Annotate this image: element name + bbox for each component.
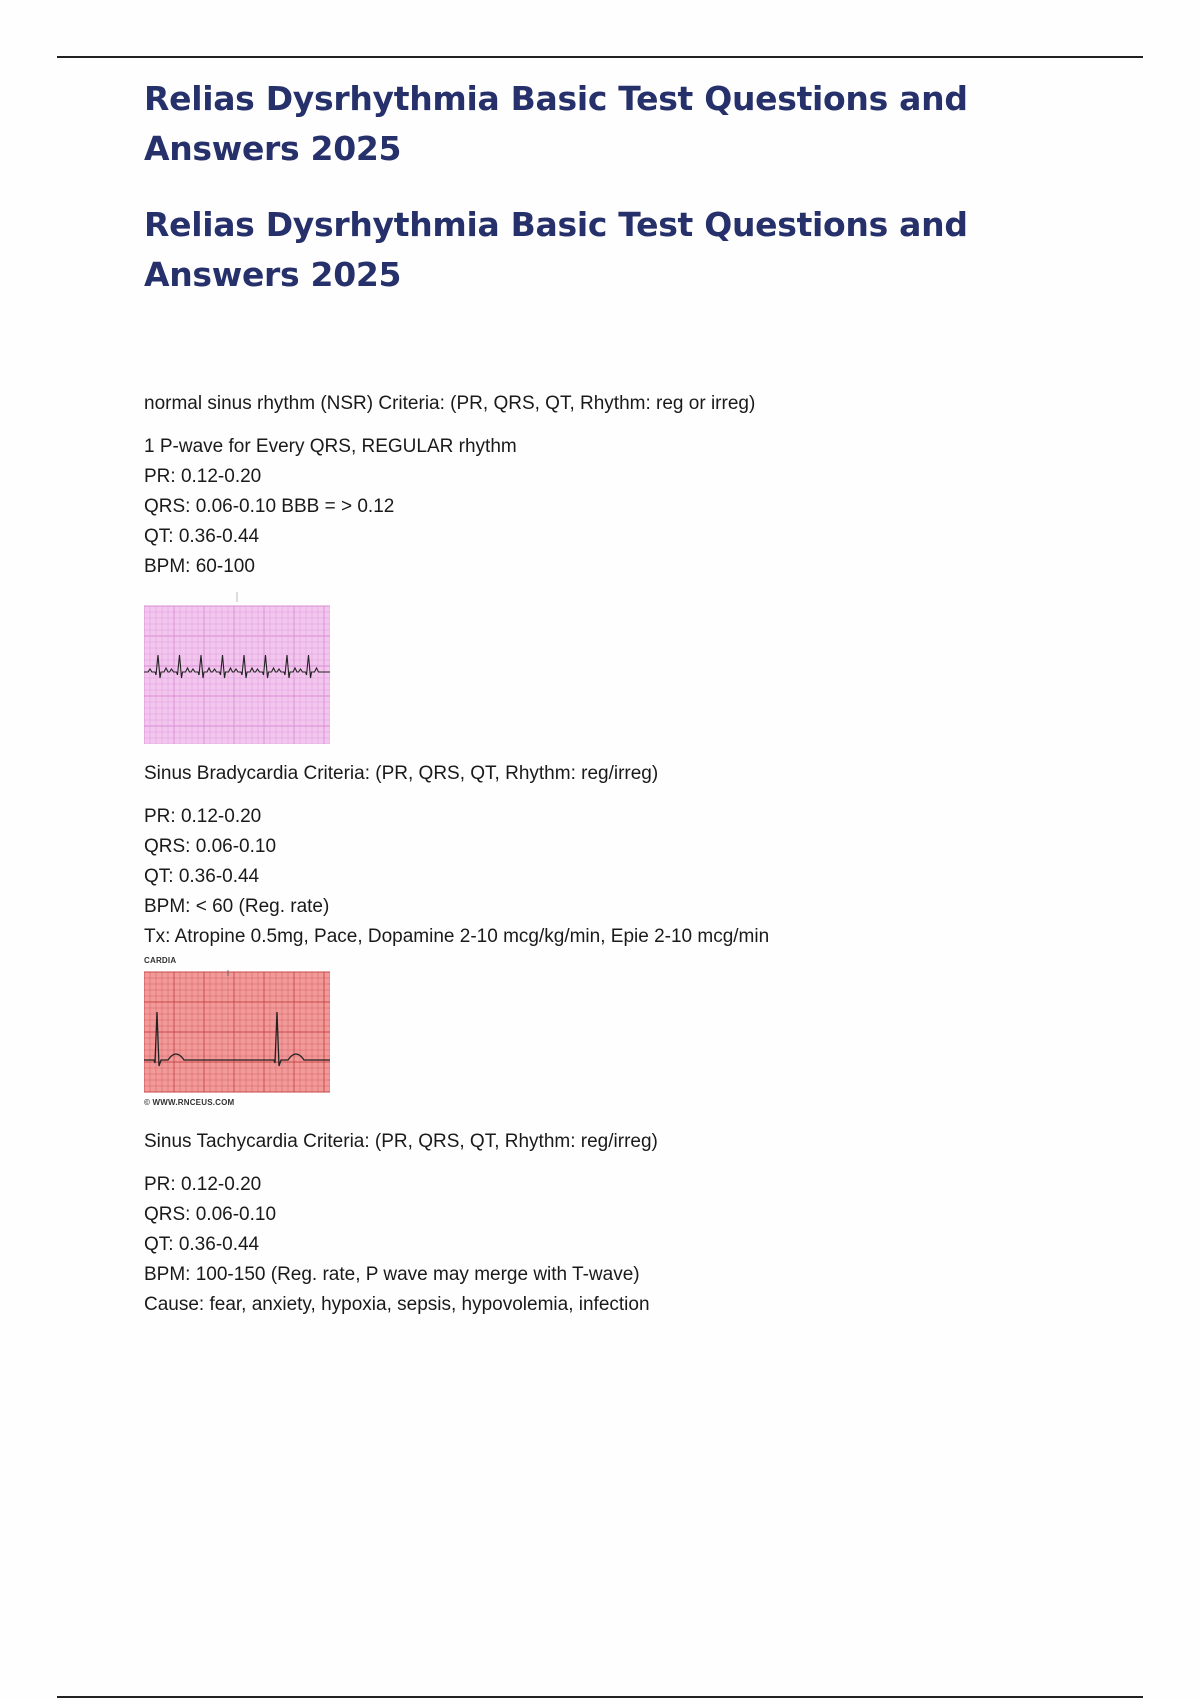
section-heading: Sinus Bradycardia Criteria: (PR, QRS, QT, Rhythm: reg/irreg) [144, 763, 659, 784]
criteria-line: QRS: 0.06-0.10 [144, 1204, 277, 1225]
ecg-top-label: CARDIA [144, 956, 177, 965]
criteria-line: QT: 0.36-0.44 [144, 1234, 260, 1255]
document-title: Relias Dysrhythmia Basic Test Questions and Answers 2025 [144, 79, 968, 168]
section-heading: Sinus Tachycardia Criteria: (PR, QRS, QT, Rhythm: reg/irreg) [144, 1131, 658, 1152]
bottom-rule [57, 1696, 1143, 1698]
ecg-grid-background [144, 606, 330, 744]
criteria-line: 1 P-wave for Every QRS, REGULAR rhythm [144, 436, 517, 457]
criteria-list [144, 1170, 1104, 1320]
document-title-repeat: Relias Dysrhythmia Basic Test Questions and Answers 2025 [144, 205, 968, 294]
criteria-line: QT: 0.36-0.44 [144, 866, 260, 887]
bradycardia-ecg-strip [144, 970, 330, 1094]
criteria-line: Cause: fear, anxiety, hypoxia, sepsis, hypovolemia, infection [144, 1294, 650, 1315]
top-rule [57, 56, 1143, 58]
section-nsr [144, 390, 1104, 744]
criteria-list [144, 802, 1104, 952]
section-sinus-bradycardia [144, 760, 1104, 1108]
criteria-line: PR: 0.12-0.20 [144, 806, 262, 827]
criteria-line: PR: 0.12-0.20 [144, 1174, 262, 1195]
criteria-line: QRS: 0.06-0.10 BBB = > 0.12 [144, 496, 395, 517]
section-sinus-tachycardia [144, 1128, 1104, 1320]
criteria-line: QRS: 0.06-0.10 [144, 836, 277, 857]
ecg-caption: © WWW.RNCEUS.COM [144, 1098, 235, 1107]
criteria-list [144, 432, 1104, 582]
nsr-ecg-strip [144, 592, 330, 744]
title-block [144, 74, 1104, 300]
criteria-line: BPM: 60-100 [144, 556, 255, 577]
criteria-line: BPM: < 60 (Reg. rate) [144, 896, 330, 917]
criteria-line: Tx: Atropine 0.5mg, Pace, Dopamine 2-10 mcg/kg/min, Epie 2-10 mcg/min [144, 926, 770, 947]
criteria-line: QT: 0.36-0.44 [144, 526, 260, 547]
criteria-line: BPM: 100-150 (Reg. rate, P wave may merge with T-wave) [144, 1264, 640, 1285]
criteria-line: PR: 0.12-0.20 [144, 466, 262, 487]
section-heading: normal sinus rhythm (NSR) Criteria: (PR, QRS, QT, Rhythm: reg or irreg) [144, 393, 756, 414]
